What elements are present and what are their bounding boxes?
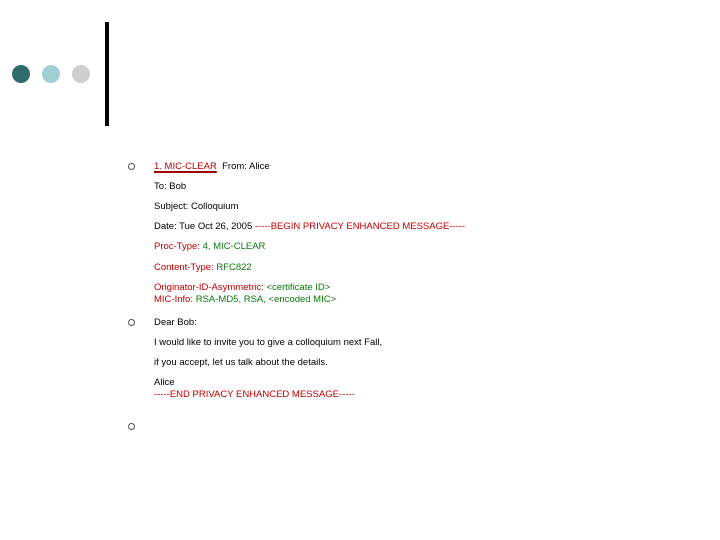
decor-dot-gray [72, 65, 90, 83]
line-date-begin [154, 221, 465, 233]
mic-info-value: RSA-MD5, RSA, <encoded MIC> [195, 294, 337, 305]
originator-value: <certificate ID> [266, 282, 331, 293]
date-text: Date: Tue Oct 26, 2005 [154, 221, 253, 232]
originator-label: Originator-ID-Asymmetric: [154, 282, 264, 293]
line-proc-type [154, 241, 265, 253]
line-dear: Dear Bob: [154, 317, 197, 328]
decor-vertical-bar [105, 22, 109, 126]
line-originator [154, 282, 330, 294]
line-content-type [154, 262, 252, 274]
from-text: From: Alice [222, 161, 270, 172]
end-marker: -----END PRIVACY ENHANCED MESSAGE----- [154, 389, 355, 400]
line-to: To: Bob [154, 181, 187, 192]
content-type-value: RFC822 [216, 262, 252, 273]
line-signature: Alice [154, 377, 175, 388]
line-subject: Subject: Colloquium [154, 201, 239, 212]
proc-type-label: Proc-Type: [154, 241, 200, 252]
line-mic-clear-from [154, 161, 270, 173]
content-type-label: Content-Type: [154, 262, 214, 273]
bullet-3 [128, 423, 135, 430]
begin-marker: -----BEGIN PRIVACY ENHANCED MESSAGE----- [254, 221, 466, 232]
proc-type-value: 4, MIC-CLEAR [202, 241, 266, 252]
line-mic-info [154, 294, 336, 306]
bullet-2 [128, 319, 135, 326]
mic-info-label: MIC-Info: [154, 294, 194, 305]
decor-dot-dark [12, 65, 30, 83]
mic-clear-title: 1. MIC-CLEAR [154, 161, 217, 172]
bullet-1 [128, 163, 135, 170]
line-body-1: I would like to invite you to give a colloquium next Fall, [154, 337, 383, 348]
line-body-2: if you accept, let us talk about the details. [154, 357, 328, 368]
decor-dot-light [42, 65, 60, 83]
